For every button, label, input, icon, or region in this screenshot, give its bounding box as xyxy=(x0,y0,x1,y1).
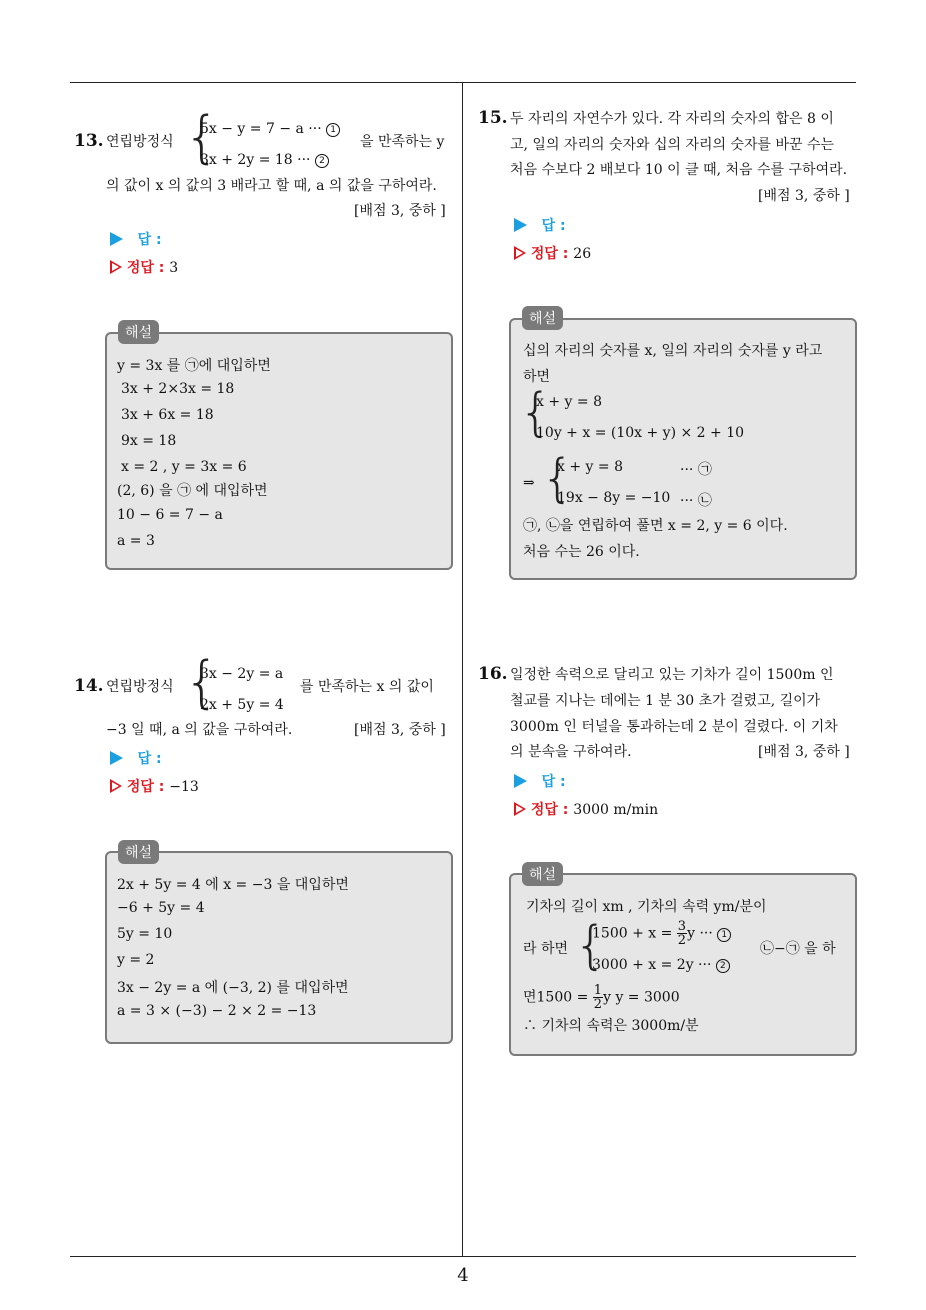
q14-correct-value: −13 xyxy=(169,779,199,795)
q15-sys1-eq1: x + y = 8 xyxy=(536,394,602,410)
q15-exp-end1: ㉠, ㉡을 연립하여 풀면 x = 2, y = 6 이다. xyxy=(523,518,788,534)
q16-line3: 3000m 인 터널을 통과하는데 2 분이 걸렸다. 이 기차 xyxy=(510,719,838,735)
q16-frac2: $\frac{1}{2}$ xyxy=(593,983,603,1012)
q16-brace: { xyxy=(574,916,608,976)
q13-exp-1: 3x + 2×3x = 18 xyxy=(121,381,235,397)
q14-exp-5: a = 3 × (−3) − 2 × 2 = −13 xyxy=(117,1003,317,1019)
q15-brace-1: { xyxy=(519,383,553,443)
q15-line2: 고, 일의 자리의 숫자와 십의 자리의 숫자를 바꾼 수는 xyxy=(510,137,835,153)
circle-2-icon: 2 xyxy=(315,154,329,168)
q15-meta: [배점 3, 중하 ] xyxy=(758,188,850,204)
q13-correct-value: 3 xyxy=(169,260,179,276)
q15-sys2-tag1: ··· ㉠ xyxy=(680,462,712,478)
q13-prefix: 연립방정식 xyxy=(106,134,174,150)
q13-exp-3: 9x = 18 xyxy=(121,433,177,449)
outline-play-icon xyxy=(110,779,122,793)
q14-exp-4: 3x − 2y = a 에 (−3, 2) 를 대입하면 xyxy=(117,980,349,996)
outline-play-icon xyxy=(514,246,526,260)
top-rule xyxy=(70,82,856,83)
q15-correct-value: 26 xyxy=(573,246,592,262)
q15-sys1-eq2: 10y + x = (10x + y) × 2 + 10 xyxy=(536,425,745,441)
q13-exp-4: x = 2 , y = 3x = 6 xyxy=(121,459,247,475)
q14-eq2: 2x + 5y = 4 xyxy=(200,697,284,713)
q13-exp-2: 3x + 6x = 18 xyxy=(121,407,214,423)
q15-exp-intro1: 십의 자리의 숫자를 x, 일의 자리의 숫자를 y 라고 xyxy=(523,343,823,359)
bottom-rule xyxy=(70,1256,856,1257)
play-icon xyxy=(514,218,527,232)
play-icon xyxy=(514,774,527,788)
q15-line1: 두 자리의 자연수가 있다. 각 자리의 숫자의 합은 8 이 xyxy=(510,111,834,127)
q15-correct-row: 정답 : 26 xyxy=(514,243,591,263)
q16-line2: 철교를 지나는 데에는 1 분 30 초가 걸렸고, 길이가 xyxy=(510,693,821,709)
q14-exp-2: 5y = 10 xyxy=(117,926,173,942)
q15-exp-end2: 처음 수는 26 이다. xyxy=(523,544,640,560)
q15-sys2-tag2: ··· ㉡ xyxy=(680,493,712,509)
q14-correct-row: 정답 : −13 xyxy=(110,776,199,796)
play-icon xyxy=(110,751,123,765)
q14-number: 14. xyxy=(74,676,104,696)
q14-answer-row: 답 : xyxy=(110,748,162,768)
q15-arrow: ⇒ xyxy=(523,475,535,491)
q14-suffix: 를 만족하는 x 의 값이 xyxy=(300,679,434,695)
q14-brace: { xyxy=(184,650,220,715)
q16-line4: 의 분속을 구하여라. xyxy=(510,744,632,760)
q13-brace: { xyxy=(184,105,220,170)
q13-suffix: 을 만족하는 y xyxy=(360,134,445,150)
q14-exp-0: 2x + 5y = 4 에 x = −3 을 대입하면 xyxy=(117,877,349,893)
outline-play-icon xyxy=(514,802,526,816)
q16-eq2: 3000 + x = 2y ··· 2 xyxy=(592,957,730,973)
q15-answer-row: 답 : xyxy=(514,215,566,235)
q16-meta: [배점 3, 중하 ] xyxy=(758,744,850,760)
q16-number: 16. xyxy=(478,664,508,684)
q15-brace-2: { xyxy=(541,449,575,509)
q15-explanation-tag: 해설 xyxy=(522,306,563,330)
q14-meta: [배점 3, 중하 ] xyxy=(354,722,446,738)
q14-eq1: 3x − 2y = a xyxy=(200,666,284,682)
q16-answer-row: 답 : xyxy=(514,771,566,791)
q16-frac1: $\frac{3}{2}$ xyxy=(677,919,687,948)
circle-1-icon: 1 xyxy=(326,123,340,137)
q16-exp-line1: 기차의 길이 xm , 기차의 속력 ym/분이 xyxy=(526,899,767,915)
q13-line2: 의 값이 x 의 값의 3 배라고 할 때, a 의 값을 구하여라. xyxy=(106,178,437,194)
circle-1-icon: 1 xyxy=(717,928,731,942)
q13-explanation-tag: 해설 xyxy=(118,320,159,344)
q13-number: 13. xyxy=(74,131,104,151)
q13-correct-row: 정답 : 3 xyxy=(110,257,178,277)
q16-correct-row: 정답 : 3000 m/min xyxy=(514,799,658,819)
q13-answer-row: 답 : xyxy=(110,229,162,249)
q14-exp-1: −6 + 5y = 4 xyxy=(117,900,205,916)
q13-eq2: 3x + 2y = 18 ··· 2 xyxy=(200,148,329,172)
page-number: 4 xyxy=(457,1265,469,1286)
q16-exp-ra: 라 하면 xyxy=(523,941,569,957)
q15-number: 15. xyxy=(478,108,508,128)
circle-2-icon: 2 xyxy=(716,959,730,973)
q14-explanation-tag: 해설 xyxy=(118,840,159,864)
q16-exp-line3: 면1500 = $\frac{1}{2}$ y y = 3000 xyxy=(523,983,680,1012)
q16-line1: 일정한 속력으로 달리고 있는 기차가 길이 1500m 인 xyxy=(510,667,834,683)
q14-exp-3: y = 2 xyxy=(117,952,155,968)
q15-line3: 처음 수보다 2 배보다 10 이 클 때, 처음 수를 구하여라. xyxy=(510,162,848,178)
play-icon xyxy=(110,232,123,246)
q14-line2: −3 일 때, a 의 값을 구하여라. xyxy=(106,722,293,738)
q15-exp-intro2: 하면 xyxy=(523,369,551,385)
q15-sys2-eq1: x + y = 8 xyxy=(557,459,623,475)
q14-prefix: 연립방정식 xyxy=(106,679,174,695)
outline-play-icon xyxy=(110,260,122,274)
q13-eq1: 5x − y = 7 − a ··· 1 xyxy=(200,117,340,141)
column-divider xyxy=(462,83,463,1256)
q13-exp-0: y = 3x 를 ㉠에 대입하면 xyxy=(117,358,271,374)
q16-correct-value: 3000 m/min xyxy=(573,802,659,818)
q13-exp-5: (2, 6) 을 ㉠ 에 대입하면 xyxy=(117,483,268,499)
q16-explanation-tag: 해설 xyxy=(522,862,563,886)
q13-exp-6: 10 − 6 = 7 − a xyxy=(117,507,223,523)
q13-meta: [배점 3, 중하 ] xyxy=(354,203,446,219)
q15-sys2-eq2: 19x − 8y = −10 xyxy=(557,490,671,506)
q16-eq1: 1500 + x = $\frac{3}{2}$ y ··· 1 xyxy=(592,920,731,947)
q13-exp-7: a = 3 xyxy=(117,533,155,549)
q16-exp-side: ㉡−㉠ 을 하 xyxy=(760,941,836,957)
q16-exp-line4: ∴ 기차의 속력은 3000m/분 xyxy=(523,1018,699,1034)
